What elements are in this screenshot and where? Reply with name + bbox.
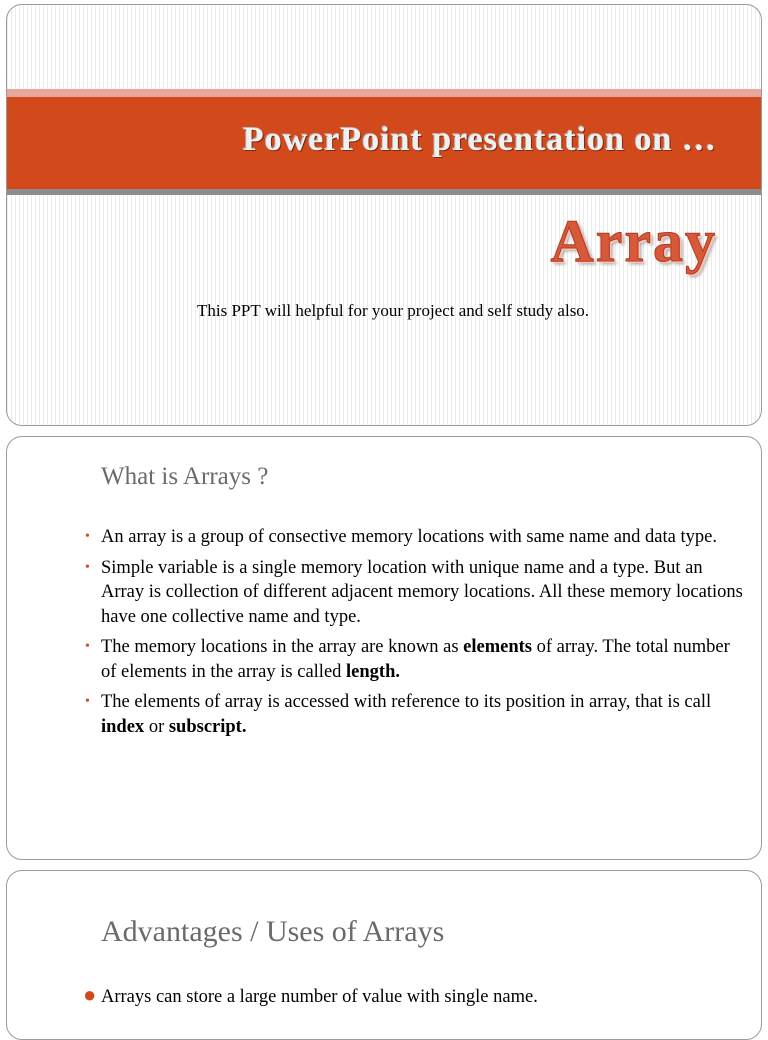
bold-term-index: index (101, 716, 145, 737)
bullet-list (85, 525, 749, 745)
bullet-list (83, 982, 749, 1016)
bullet-icon: • (85, 694, 90, 709)
definition-slide (6, 436, 762, 860)
bullet-text: The memory locations in the array are known as (101, 637, 464, 657)
bold-term-length: length. (346, 661, 400, 682)
bullet-text: or (144, 716, 169, 737)
slide-heading: Advantages / Uses of Arrays (101, 915, 445, 948)
list-item (83, 982, 749, 1010)
bullet-text: Arrays can store a large number of value with single name. (101, 987, 538, 1007)
list-item (85, 690, 749, 739)
bullet-text: The elements of array is accessed with reference to its position in array, that is call (101, 692, 712, 712)
bold-term-elements: elements (463, 637, 533, 657)
bullet-text: An array is a group of consective memory locations with same name and data type. (101, 527, 717, 547)
bullet-icon: • (85, 559, 90, 575)
bullet-text: Simple variable is a single memory location with unique name and a type. But an Array is collection of different adjacent memory locations. All these memory locations have one collective name and type. (101, 557, 743, 627)
title-band-bottom (7, 189, 761, 195)
advantages-slide (6, 870, 762, 1040)
bullet-icon: ● (83, 982, 97, 1007)
main-topic-word: Array (550, 208, 717, 274)
slide-title: PowerPoint presentation on … (242, 121, 717, 158)
bullet-icon: • (85, 639, 90, 654)
bullet-icon: • (85, 529, 90, 544)
list-item (85, 525, 749, 550)
slide-subtitle: This PPT will helpful for your project and self study also. (197, 301, 590, 320)
bullet-text: of array. The total number of elements in the array is called (101, 637, 730, 682)
list-item (85, 635, 749, 684)
title-band-top (7, 89, 761, 97)
bold-term-subscript: subscript. (168, 716, 247, 737)
list-item (85, 556, 749, 630)
title-slide (6, 4, 762, 426)
slide-heading: What is Arrays ? (101, 463, 269, 490)
